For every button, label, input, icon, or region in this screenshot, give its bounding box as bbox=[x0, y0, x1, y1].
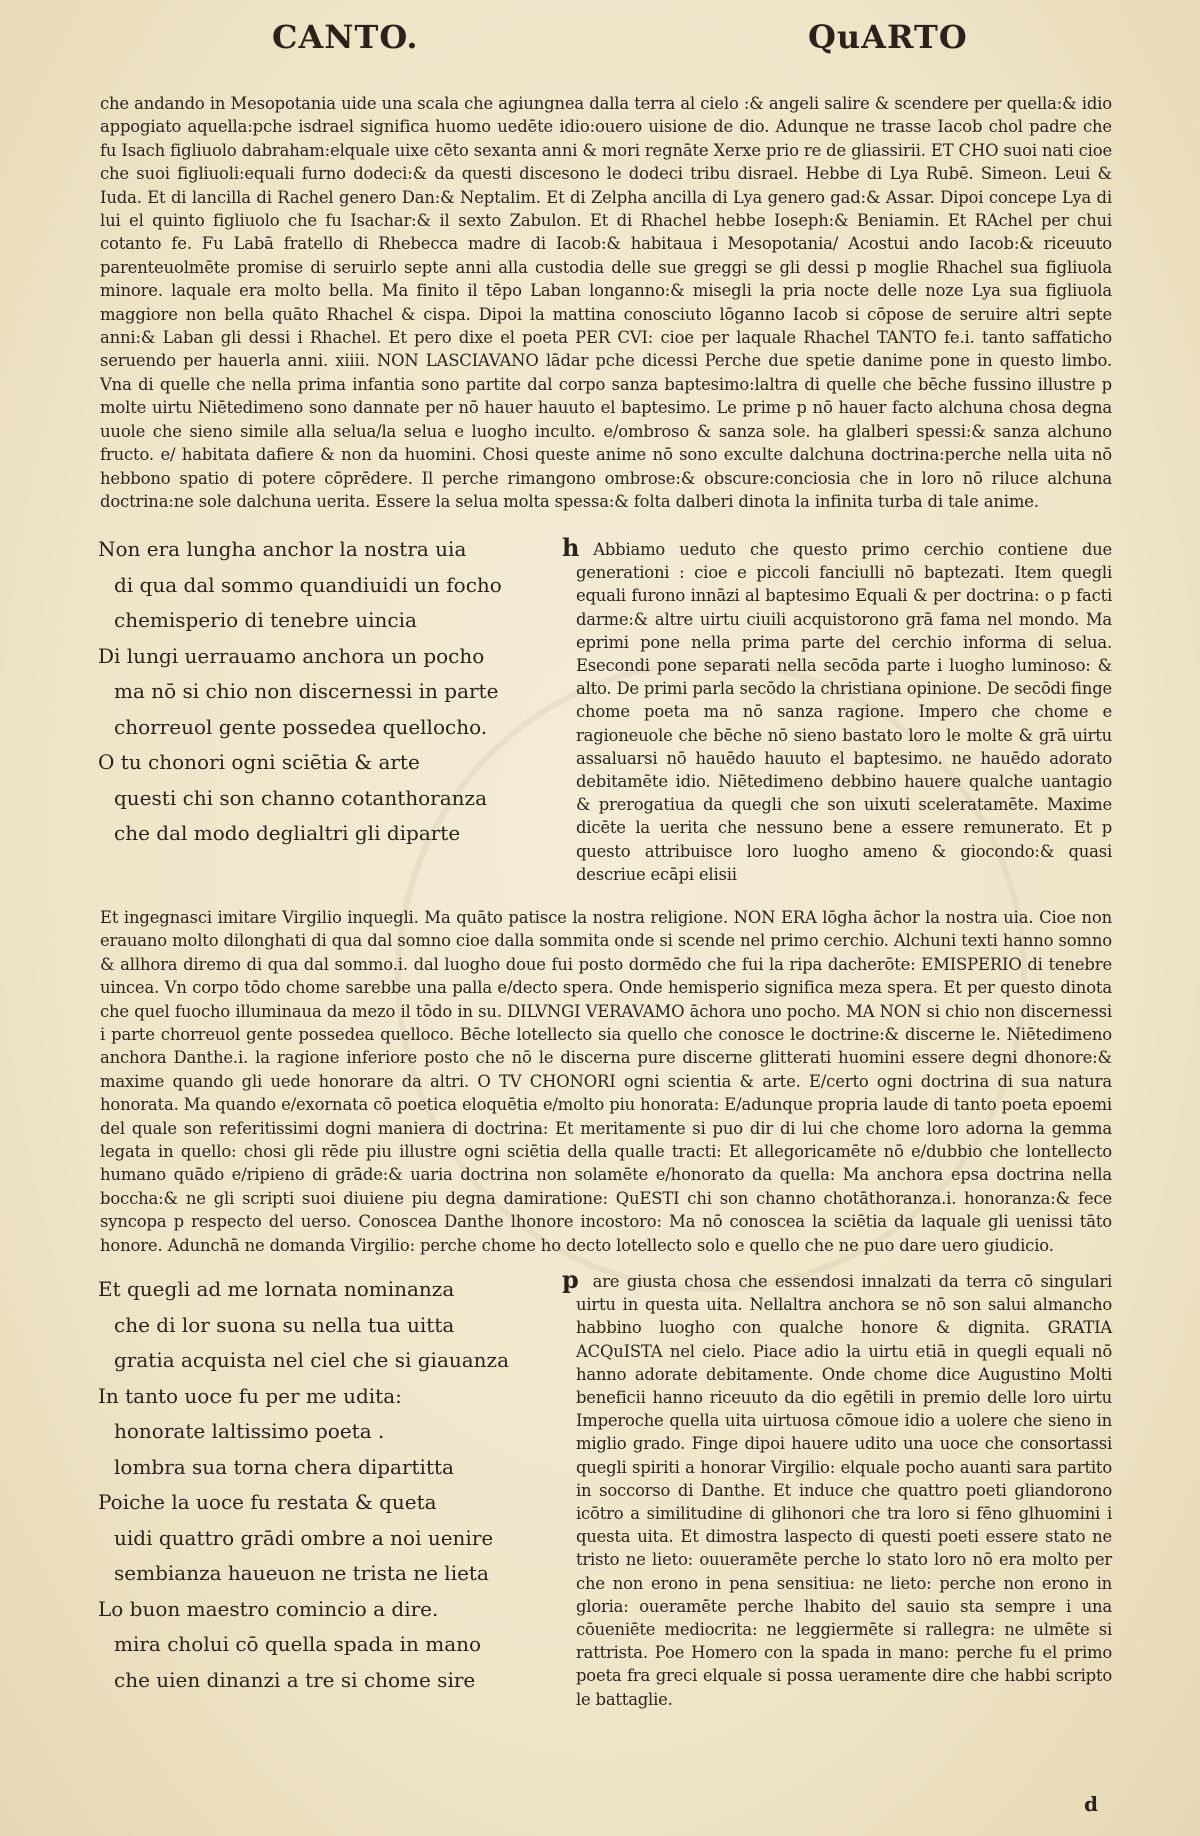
verse-block-2 bbox=[98, 1272, 538, 1698]
verse-line: Non era lungha anchor la nostra uia bbox=[98, 537, 467, 561]
commentary-paragraph: che andando in Mesopotania uide una scala che agiungnea dalla terra al cielo :& angeli salire & scendere per quella:& idio appogiato aquella:pche isdrael significa huomo uedēte idio:ouero uisione de dio. Adunque ne trasse Iacob chol padre che fu Isach figliuolo dabraham:elquale uixe cēto sexanta anni & mori regnāte Xerxe prio re de gliassirii. ET CHO suoi nati cioe che suoi figliuoli:equali furno dodeci:& da questi discesono le dodeci tribu disrael. Hebbe di Lya Rubē. Simeon. Leui & Iuda. Et di lancilla di Rachel genero Dan:& Neptalim. Et di Zelpha ancilla di Lya genero gad:& Assar. Dipoi concepe Lya di lui el quinto figliuolo che fu Isachar:& il sexto Zabulon. Et di Rhachel hebbe Ioseph:& Beniamin. Et RAchel per chui cotanto fe. Fu Labā fratello di Rhebecca madre di Iacob:& habitaua i Mesopotania/ Acostui ando Iacob:& riceuuto parenteuolmēte promise di seruirlo septe anni alla custodia delle sue greggi se gli dessi p moglie Rhachel sua figliuola minore. laquale era molto bella. Ma finito il tēpo Laban longanno:& misegli la pria nocte delle noze Lya sua figliuola maggiore non bella quāto Rhachel & cispa. Dipoi la mattina conosciuto lōganno Iacob si cōpose de seruire altri septe anni:& Laban gli dessi i Rhachel. Et pero dixe el poeta PER CVI: cioe per laquale Rhachel TANTO fe.i. tanto saffaticho seruendo per hauerla anni. xiiii. NON LASCIAVANO lādar pche dicessi Perche due spetie danime pone in questo limbo. Vna di quelle che nella prima infantia sono partite dal corpo sanza baptesimo:laltra di quelle che bēche fussino illustre p molte uirtu Niētedimeno sono dannate per nō hauer hauuto el baptesimo. Le prime p nō hauer facto alchuna chosa degna uuole che sieno simile alla selua/la selua e luogho inculto. e/ombroso & sanza sole. ha glalberi spessi:& sanza alchuno fructo. e/ habitata dafiere & non da huomini. Chosi queste anime nō sono exculte dalchuna doctrina:perche nella uita nō hebbono spatio di potere cōprēdere. Il perche rimangono ombrose:& obscure:conciosia che in loro nō riluce alchuna doctrina:ne sole dalchuna uerita. Essere la selua molta spessa:& folta dalberi dinota la infinita turba di tale anime. bbox=[100, 94, 1112, 511]
verse-line: che di lor suona su nella tua uitta bbox=[114, 1312, 455, 1337]
verse-line: Poiche la uoce fu restata & queta bbox=[98, 1490, 437, 1514]
commentary-paragraph: Et ingegnasci imitare Virgilio inquegli. Ma quāto patisce la nostra religione. NON ERA lōgha āchor la nostra uia. Cioe non erauano molto dilonghati di qua dal somno cioe dalla sommita onde si scende nel primo cerchio. Alchuni texti hanno somno & allhora diremo di qua dal sommo.i. dal luogho doue fui posto dormēdo che fui la ripa dacherōte: EMISPERIO di tenebre uincea. Vn corpo tōdo chome sarebbe una palla e/decto spera. Onde hemisperio significa meza spera. Et per questo dinota che quel fuocho illuminaua da mezo il tōdo in su. DILVNGI VERAVAMO āchora uno pocho. MA NON si chio non discernessi i parte chorreuol gente possedea quelloco. Bēche lotellecto sia quello che conosce le doctrine:& discerne le. Niētedimeno anchora Danthe.i. la ragione inferiore posto che nō le discerna pure discerne glitterati huomini essere degni dhonore:& maxime quando gli uede honorare da altri. O TV CHONORI ogni scientia & arte. E/certo ogni doctrina di sua natura honorata. Ma quando e/exornata cō poetica eloquētia e/molto piu honorata: E/adunque propria laude di tanto poeta epoemi del quale son referitissimi dogni maniera di doctrina: Et meritamente si puo dir di lui che chome loro adorna la gemma legata in quello: chosi gli rēde piu illustre ogni sciētia della qualle tracti: Et allegoricamēte nō e/dubbio che lontellecto humano quādo e/ripieno di grāde:& uaria doctrina non solamēte e/honorato da quella: Ma anchora epsa doctrina nella boccha:& ne gli scripti suoi diuiene piu degna damiratione: QuESTI chi son channo chotāthoranza.i. honoranza:& fece syncopa p respecto del uerso. Conoscea Danthe lhonore incostoro: Ma nō conoscea la sciētia da laquale gli uenissi tāto honore. Adunchā ne domanda Virgilio: perche chome ho decto lotellecto solo e quello che ne puo dare uero giudicio. bbox=[100, 908, 1112, 1255]
verse-line: che dal modo deglialtri gli diparte bbox=[114, 821, 461, 845]
signature-mark: d bbox=[1084, 1792, 1098, 1816]
verse-line: ma nō si chio non discernessi in parte bbox=[114, 679, 499, 703]
verse-line: chorreuol gente possedea quellocho. bbox=[114, 714, 488, 739]
verse-line: honorate laltissimo poeta . bbox=[114, 1419, 385, 1443]
verse-line: In tanto uoce fu per me udita: bbox=[98, 1383, 402, 1408]
verse-line: sembianza haueuon ne trista ne lieta bbox=[114, 1561, 489, 1585]
commentary-text: Abbiamo ueduto che questo primo cerchio contiene due generationi : cioe e piccoli fanciulli nō baptezati. Item quegli equali furono innāzi al baptesimo Equali & per doctrina: o p facti darme:& altre uirtu ciuili acquistorono grā fama nel mondo. Ma eprimi pone nella prima parte del cerchio informa di selua. Esecondi pone separati nella secōda parte i luogho luminoso: & alto. De primi parla secōdo la christiana opinione. De secōdi finge chome poeta ma nō sanza ragione. Impero che chome e ragioneuole che bēche nō sieno bastato loro le molte & grā uirtu assaluarsi nō hauēdo hauuto el baptesimo. ne hauēdo adorato debitamēte idio. Niētedimeno debbino hauere qualche uantagio & prerogatiua da quegli che son uixuti sceleratamēte. Maxime dicēte la uerita che nessuno bene a essere remunerato. Et p questo attribuisce loro luogho ameno & giocondo:& quasi descriue ecāpi elisii bbox=[576, 540, 1112, 884]
commentary-block-top bbox=[100, 92, 1112, 513]
verse-line: uidi quattro grādi ombre a noi uenire bbox=[114, 1525, 494, 1550]
verse-line: chemisperio di tenebre uincia bbox=[114, 608, 417, 632]
commentary-column-2 bbox=[562, 1265, 1112, 1711]
running-head-quarto: QuARTO bbox=[808, 18, 968, 56]
verse-line: Di lungi uerrauamo anchora un pocho bbox=[98, 643, 485, 668]
commentary-block-middle bbox=[100, 906, 1112, 1257]
guide-letter-h: h bbox=[562, 533, 580, 562]
verse-line: che uien dinanzi a tre si chome sire bbox=[114, 1667, 476, 1692]
commentary-text: are giusta chosa che essendosi innalzati da terra cō singulari uirtu in questa uita. Nellaltra anchora se nō son salui almancho habbino luogho con qualche honore & dignita. GRATIA ACQuISTA nel cielo. Piace adio la uirtu etiā in quegli equali nō hanno adorate debitamente. Onde chome dice Augustino Molti beneficii hanno riceuuto da dio egētili in premio delle loro uirtu Imperoche quella uita uirtuosa cōmoue idio a uolere che sieno in miglio grado. Finge dipoi hauere udito una uoce che consortassi quegli spiriti a honorar Virgilio: elquale pocho auanti sara partito in soccorso di Danthe. Et induce che quattro poeti gliandorono icōtro a similitudine di glihonori che tra loro si fēno glhuomini i questa uita. Et dimostra laspecto di questi poeti essere stato ne tristo ne lieto: ouueramēte perche lo stato loro nō era molto per che non erono in pena sensitiua: ne lieto: perche non erono in gloria: oueramēte perche lhabito del sauio sta sempre i una cōueniēte mediocrita: ne leggiermēte si rallegra: ne ulmēte si rattrista. Poe Homero con la spada in mano: perche fu el primo poeta fra greci elquale si possa ueramente dire che habbi scripto le battaglie. bbox=[576, 1272, 1112, 1709]
verse-line: Et quegli ad me lornata nominanza bbox=[98, 1277, 455, 1301]
guide-letter-p: p bbox=[562, 1265, 579, 1294]
commentary-column-1 bbox=[562, 533, 1112, 886]
verse-line: lombra sua torna chera dipartitta bbox=[114, 1454, 454, 1479]
verse-line: gratia acquista nel ciel che si giauanza bbox=[114, 1348, 510, 1372]
running-head-canto: CANTO. bbox=[272, 18, 419, 56]
verse-line: questi chi son channo cotanthoranza bbox=[114, 785, 487, 810]
verse-line: O tu chonori ogni sciētia & arte bbox=[98, 750, 420, 774]
verse-line: mira cholui cō quella spada in mano bbox=[114, 1632, 482, 1656]
verse-line: Lo buon maestro comincio a dire. bbox=[98, 1596, 439, 1621]
verse-line: di qua dal sommo quandiuidi un focho bbox=[114, 572, 502, 597]
verse-block-1 bbox=[98, 532, 538, 852]
